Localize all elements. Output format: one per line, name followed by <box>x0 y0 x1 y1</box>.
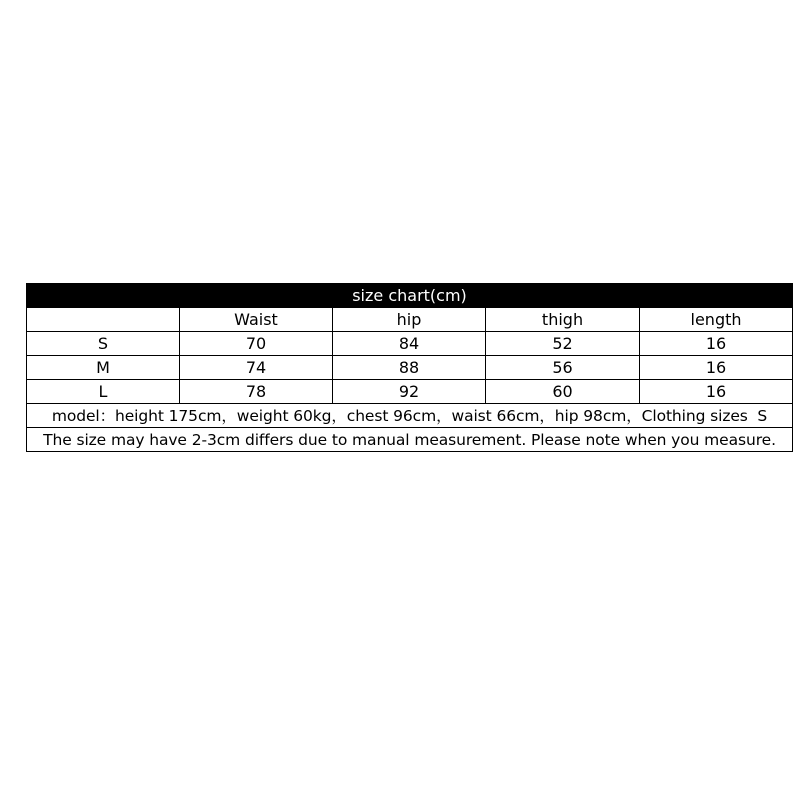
length-cell: 16 <box>640 380 793 404</box>
hip-cell: 92 <box>333 380 486 404</box>
length-cell: 16 <box>640 332 793 356</box>
model-note: model：height 175cm，weight 60kg，chest 96cm，waist 66cm，hip 98cm，Clothing sizes S <box>27 404 793 428</box>
header-cell-waist: Waist <box>180 308 333 332</box>
thigh-cell: 56 <box>486 356 640 380</box>
thigh-cell: 52 <box>486 332 640 356</box>
size-chart-table <box>26 283 793 452</box>
size-cell: L <box>27 380 180 404</box>
size-cell: S <box>27 332 180 356</box>
table-title-row <box>27 284 793 308</box>
header-cell-hip: hip <box>333 308 486 332</box>
table-row <box>27 356 793 380</box>
model-note-row <box>27 404 793 428</box>
waist-cell: 78 <box>180 380 333 404</box>
table-header-row <box>27 308 793 332</box>
header-cell-thigh: thigh <box>486 308 640 332</box>
length-cell: 16 <box>640 356 793 380</box>
header-cell-size <box>27 308 180 332</box>
hip-cell: 84 <box>333 332 486 356</box>
table-row <box>27 380 793 404</box>
waist-cell: 70 <box>180 332 333 356</box>
table-row <box>27 332 793 356</box>
measure-note-row <box>27 428 793 452</box>
measure-note: The size may have 2-3cm differs due to manual measurement. Please note when you measure. <box>27 428 793 452</box>
thigh-cell: 60 <box>486 380 640 404</box>
table-title: size chart(cm) <box>27 284 793 308</box>
header-cell-length: length <box>640 308 793 332</box>
size-cell: M <box>27 356 180 380</box>
hip-cell: 88 <box>333 356 486 380</box>
waist-cell: 74 <box>180 356 333 380</box>
